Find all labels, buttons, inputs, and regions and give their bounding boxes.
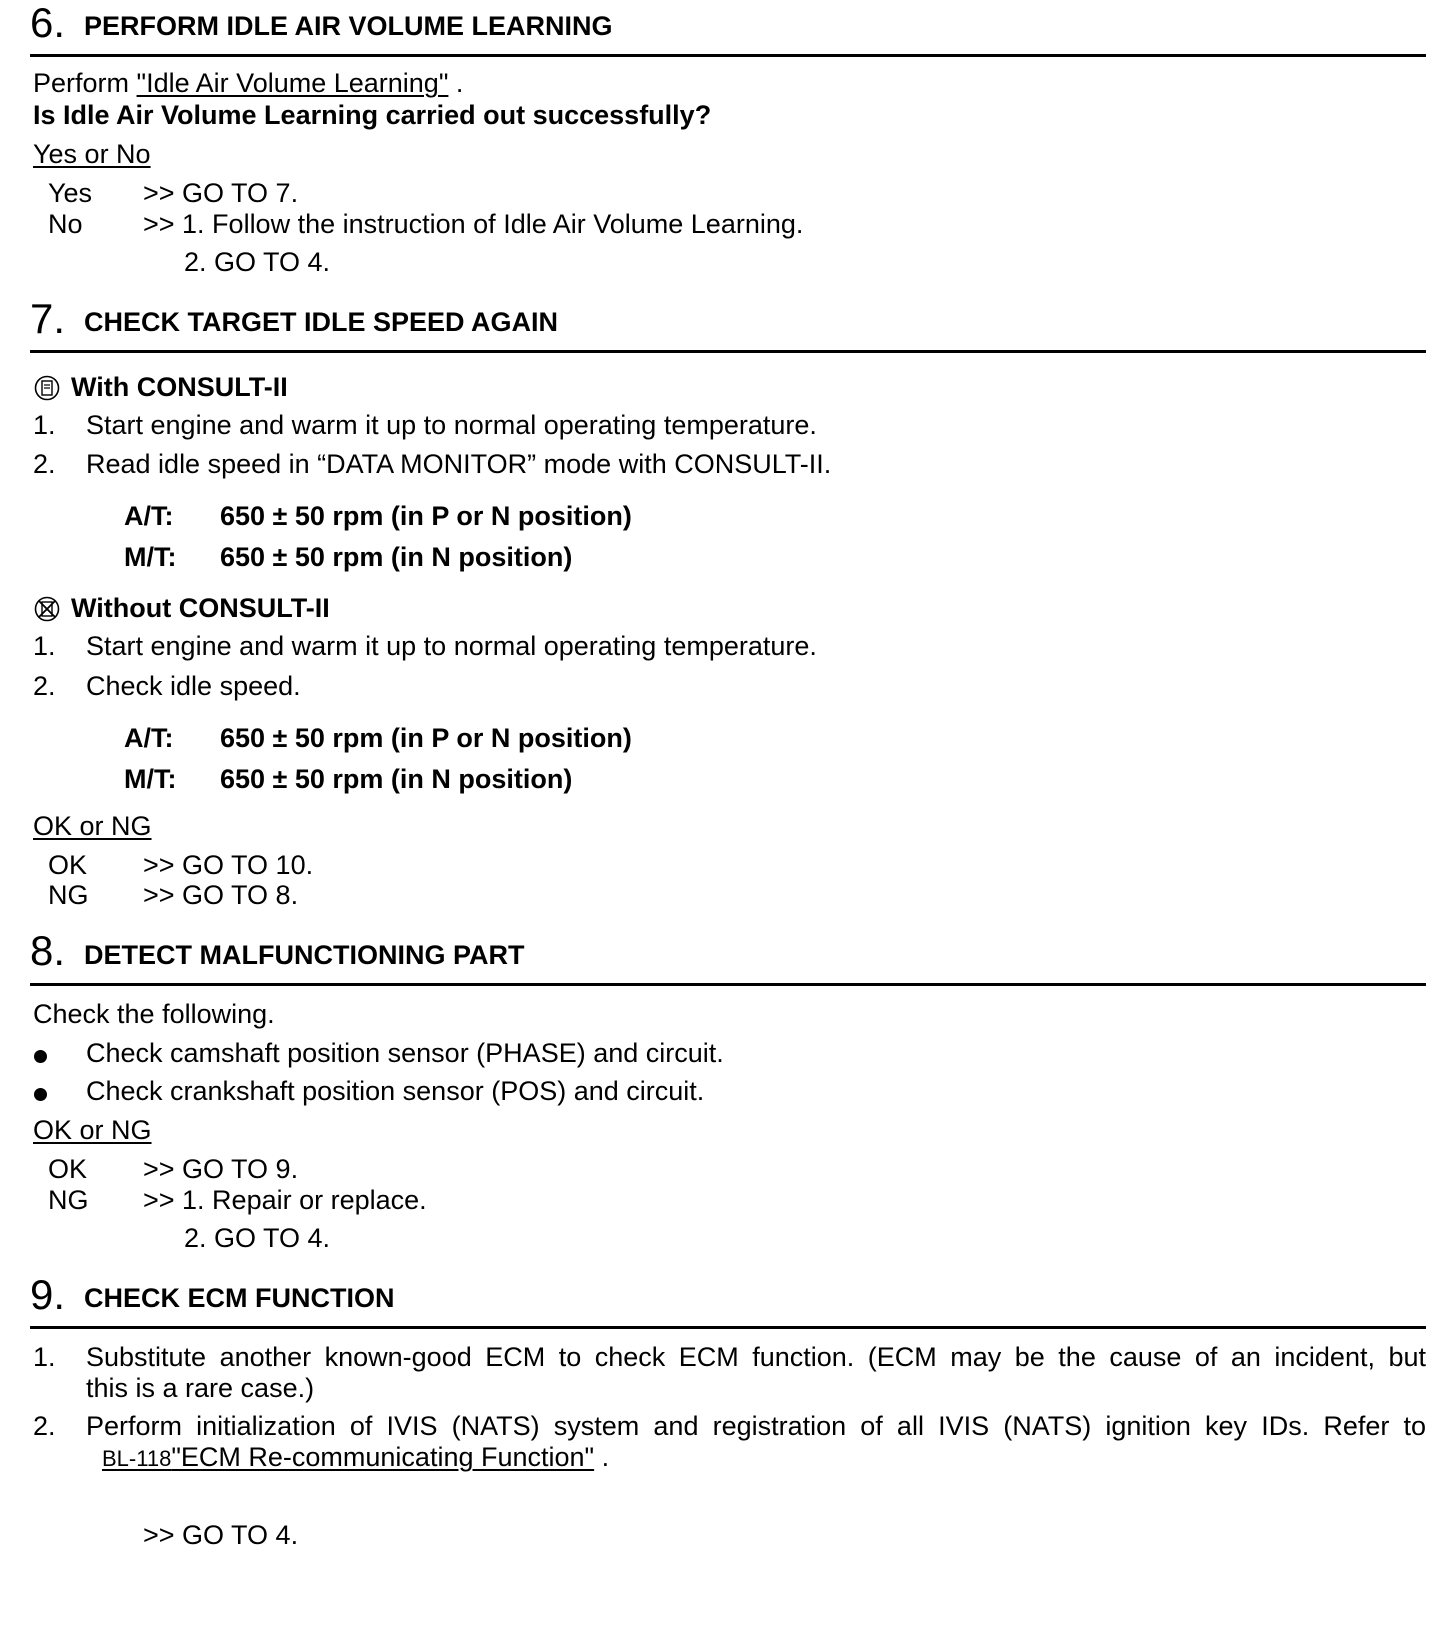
step-6-divider — [30, 54, 1426, 57]
step-7-divider — [30, 350, 1426, 353]
step-7-ng-action: >> GO TO 8. — [143, 880, 299, 910]
without-spec-at-value: 650 ± 50 rpm (in P or N position) — [220, 723, 632, 753]
with-step-1-text: Start engine and warm it up to normal operating temperature. — [86, 410, 817, 440]
step-9-item-1-line-2: this is a rare case.) — [86, 1373, 315, 1403]
step-7-ok-action: >> GO TO 10. — [143, 850, 314, 880]
perform-suffix: . — [455, 68, 464, 98]
without-consult-heading: Without CONSULT-II — [71, 593, 330, 623]
step-9-item-2-num: 2. — [33, 1411, 56, 1441]
step-9-item-1-line-1: Substitute another known-good ECM to check ECM function. (ECM may be the cause of an incident, but — [86, 1342, 1426, 1372]
step-6-no-label: No — [48, 209, 83, 239]
ecm-re-communicating-function-link[interactable]: "ECM Re-communicating Function" — [171, 1442, 595, 1472]
step-7-title: CHECK TARGET IDLE SPEED AGAIN — [84, 307, 559, 337]
step-8-intro: Check the following. — [33, 999, 275, 1029]
step-6-question: Is Idle Air Volume Learning carried out successfully? — [33, 100, 712, 130]
with-consult-heading: With CONSULT-II — [71, 372, 288, 402]
with-spec-at-value: 650 ± 50 rpm (in P or N position) — [220, 501, 632, 531]
step-6-no-action-1: >> 1. Follow the instruction of Idle Air Volume Learning. — [143, 209, 804, 239]
with-step-2-text: Read idle speed in “DATA MONITOR” mode with CONSULT-II. — [86, 449, 832, 479]
step-8-ng-label: NG — [48, 1185, 89, 1215]
with-step-2-num: 2. — [33, 449, 56, 479]
step-8-title: DETECT MALFUNCTIONING PART — [84, 940, 525, 970]
no-consult-ii-icon — [34, 596, 60, 622]
step-8-ok-label: OK — [48, 1154, 88, 1184]
step-8-ng-action-1: >> 1. Repair or replace. — [143, 1185, 427, 1215]
step-9-divider — [30, 1326, 1426, 1329]
step-8-ng-action-2: 2. GO TO 4. — [184, 1223, 331, 1253]
with-spec-mt-value: 650 ± 50 rpm (in N position) — [220, 542, 573, 572]
step-8-number: 8. — [30, 927, 66, 974]
step-7-ok-label: OK — [48, 850, 88, 880]
with-spec-mt-label: M/T: — [124, 542, 177, 572]
step-9-reference-line — [102, 1441, 609, 1475]
without-spec-at-label: A/T: — [124, 723, 174, 753]
step-6-yes-label: Yes — [48, 178, 93, 208]
step-8-bullet-2: Check crankshaft position sensor (POS) and circuit. — [86, 1076, 705, 1106]
step-6-number: 6. — [30, 0, 66, 46]
step-6-perform-line — [33, 67, 463, 99]
without-step-1-text: Start engine and warm it up to normal operating temperature. — [86, 631, 817, 661]
without-spec-mt-label: M/T: — [124, 764, 177, 794]
step-6-title: PERFORM IDLE AIR VOLUME LEARNING — [84, 11, 613, 41]
step-8-divider — [30, 983, 1426, 986]
step-9-title: CHECK ECM FUNCTION — [84, 1283, 395, 1313]
step-8-result-heading: OK or NG — [33, 1115, 152, 1145]
step-9-final-action: >> GO TO 4. — [143, 1520, 299, 1550]
with-step-1-num: 1. — [33, 410, 56, 440]
bl-118-reference-code-link[interactable]: BL-118 — [102, 1446, 172, 1471]
step-6-no-action-2: 2. GO TO 4. — [184, 247, 331, 277]
with-spec-at-label: A/T: — [124, 501, 174, 531]
bullet-icon — [34, 1050, 47, 1063]
step-8-bullet-1: Check camshaft position sensor (PHASE) and circuit. — [86, 1038, 724, 1068]
reference-suffix: . — [601, 1442, 610, 1472]
without-step-1-num: 1. — [33, 631, 56, 661]
step-8-ok-action: >> GO TO 9. — [143, 1154, 299, 1184]
step-7-result-heading: OK or NG — [33, 811, 152, 841]
perform-prefix: Perform — [33, 68, 130, 98]
without-spec-mt-value: 650 ± 50 rpm (in N position) — [220, 764, 573, 794]
without-step-2-num: 2. — [33, 671, 56, 701]
step-7-ng-label: NG — [48, 880, 89, 910]
step-6-yes-action: >> GO TO 7. — [143, 178, 299, 208]
step-9-item-2-line-1: Perform initialization of IVIS (NATS) system and registration of all IVIS (NATS) ignition key IDs. Refer to — [86, 1411, 1426, 1441]
idle-air-volume-learning-link[interactable]: "Idle Air Volume Learning" — [136, 68, 449, 98]
consult-ii-icon — [34, 375, 60, 401]
step-7-number: 7. — [30, 295, 66, 342]
step-9-number: 9. — [30, 1271, 66, 1318]
without-step-2-text: Check idle speed. — [86, 671, 301, 701]
bullet-icon — [34, 1088, 47, 1101]
step-9-item-1-num: 1. — [33, 1342, 56, 1372]
step-6-result-heading: Yes or No — [33, 139, 151, 169]
